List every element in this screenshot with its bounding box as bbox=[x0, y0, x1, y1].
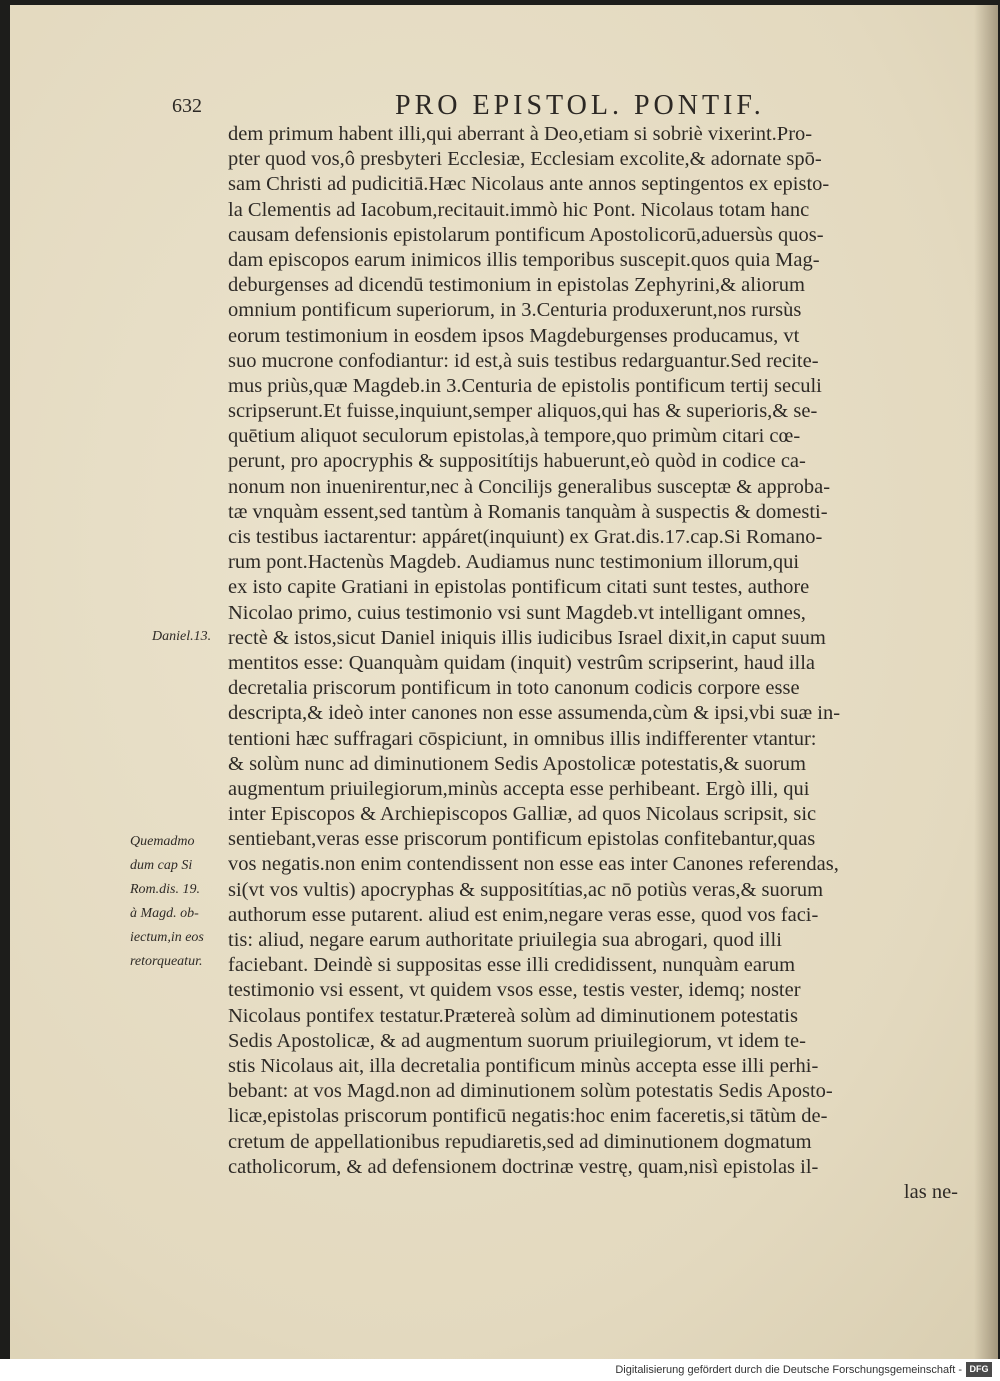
text-line: tæ vnquàm essent,sed tantùm à Romanis tanquàm à suspectis & domesti- bbox=[228, 500, 828, 523]
margin-note-line: Daniel.13. bbox=[152, 629, 212, 644]
dfg-logo: DFG bbox=[966, 1362, 992, 1377]
text-line: sentiebant,veras esse priscorum pontificum epistolas confitebantur,quas bbox=[228, 828, 816, 851]
margin-note-line: iectum,in eos bbox=[130, 930, 204, 945]
text-line: faciebant. Deindè si suppositas esse illi credidissent, nunquàm earum bbox=[228, 954, 796, 977]
text-line: decretalia priscorum pontificum in toto canonum codicis corpore esse bbox=[228, 677, 800, 700]
margin-note-line: dum cap Si bbox=[130, 858, 193, 873]
margin-note-line: Quemadmo bbox=[130, 834, 195, 849]
page-number: 632 bbox=[172, 95, 202, 117]
text-line: scripserunt.Et fuisse,inquiunt,semper aliquos,qui has & superioris,& se- bbox=[228, 400, 818, 423]
text-line: Nicolaus pontifex testatur.Prætereà solùm ad diminutionem potestatis bbox=[228, 1004, 798, 1027]
text-line: sam Christi ad pudicitiā.Hæc Nicolaus ante annos septingentos ex episto- bbox=[228, 173, 830, 196]
text-line: inter Episcopos & Archiepiscopos Galliæ, ad quos Nicolaus scripsit, sic bbox=[228, 803, 817, 826]
text-line: Nicolao primo, cuius testimonio vsi sunt Magdeb.vt intelligant omnes, bbox=[228, 601, 806, 624]
text-line: mentitos esse: Quanquàm quidam (inquit) vestrûm scripserint, haud illa bbox=[228, 651, 815, 674]
text-line: nonum non inuenirentur,nec à Concilijs generalibus susceptæ & approba- bbox=[228, 475, 831, 498]
margin-note-line: Rom.dis. 19. bbox=[130, 882, 200, 897]
text-line: cis testibus iactarentur: appáret(inquiunt) ex Grat.dis.17.cap.Si Romano- bbox=[228, 526, 823, 548]
text-line: catholicorum, & ad defensionem doctrinæ vestrę, quam,nisì epistolas il- bbox=[228, 1155, 819, 1178]
text-line: rectè & istos,sicut Daniel iniquis illis iudicibus Israel dixit,in caput suum bbox=[228, 626, 826, 649]
text-line: pter quod vos,ô presbyteri Ecclesiæ, Ecclesiam excolite,& adornate spō- bbox=[228, 148, 822, 171]
text-line: perunt, pro apocryphis & suppositítijs habuerunt,eò quòd in codice ca- bbox=[228, 450, 806, 473]
text-line: tis: aliud, negare earum authoritate priuilegia sua abrogari, quod illi bbox=[228, 929, 782, 951]
text-line: bebant: at vos Magd.non ad diminutionem solùm potestatis Sedis Aposto- bbox=[228, 1080, 833, 1103]
text-line: testimonio vsi essent, vt quidem vsos esse, testis vester, idemq; noster bbox=[228, 979, 801, 1002]
margin-note-quemadmodum bbox=[130, 830, 204, 974]
text-line: dem primum habent illi,qui aberrant à Deo,etiam si sobriè vixerint.Pro- bbox=[228, 123, 813, 145]
text-line: authorum esse putarent. aliud est enim,negare veras esse, quod vos faci- bbox=[228, 903, 819, 926]
text-line: deburgenses ad dicendū testimonium in epistolas Zephyrini,& aliorum bbox=[228, 274, 805, 297]
text-line: vos negatis.non enim contendissent non esse eas inter Canones referendas, bbox=[228, 853, 839, 876]
text-line: augmentum priuilegiorum,minùs accepta esse perhibeant. Ergò illi, qui bbox=[228, 777, 810, 800]
text-line: & solùm nunc ad diminutionem Sedis Apostolicæ potestatis,& suorum bbox=[228, 752, 806, 775]
text-line: causam defensionis epistolarum pontificum Apostolicorū,aduersùs quos- bbox=[228, 223, 824, 246]
running-head: PRO EPISTOL. PONTIF. bbox=[395, 90, 765, 121]
text-line: cretum de appellationibus repudiaretis,sed ad diminutionem dogmatum bbox=[228, 1130, 812, 1153]
text-line: omnium pontificum superiorum, in 3.Centuria produxerunt,nos rursùs bbox=[228, 299, 802, 322]
page-edge-shadow bbox=[974, 5, 998, 1359]
text-line: rum pont.Hactenùs Magdeb. Audiamus nunc testimonium illorum,qui bbox=[228, 551, 800, 574]
text-line: la Clementis ad Iacobum,recitauit.immò hic Pont. Nicolaus totam hanc bbox=[228, 198, 810, 221]
margin-note-line: à Magd. ob- bbox=[130, 906, 199, 921]
text-line: licæ,epistolas priscorum pontificū negatis:hoc enim faceretis,si tātùm de- bbox=[228, 1105, 828, 1128]
text-line: stis Nicolaus ait, illa decretalia pontificum minùs accepta esse illi perhi- bbox=[228, 1054, 819, 1077]
text-line: Sedis Apostolicæ, & ad augmentum suorum priuilegiorum, vt idem te- bbox=[228, 1029, 806, 1052]
margin-note-daniel bbox=[152, 625, 211, 649]
text-line: quētium aliquot seculorum epistolas,à tempore,quo primùm citari cœ- bbox=[228, 425, 801, 448]
text-line: tentioni hæc suffragari cōspiciunt, in omnibus illis indifferenter vtantur: bbox=[228, 727, 817, 750]
text-line: suo mucrone confodiantur: id est,à suis testibus redarguantur.Sed recite- bbox=[228, 349, 819, 372]
text-line: mus priùs,quæ Magdeb.in 3.Centuria de epistolis pontificum tertij seculi bbox=[228, 374, 822, 397]
body-text bbox=[228, 122, 958, 1205]
text-line: descripta,& ideò inter canones non esse assumenda,cùm & ipsi,vbi suæ in- bbox=[228, 702, 841, 725]
text-line: eorum testimonium in eosdem ipsos Magdeburgenses producamus, vt bbox=[228, 324, 800, 347]
text-line: ex isto capite Gratiani in epistolas pontificum citati sunt testes, authore bbox=[228, 576, 810, 599]
funding-credit: Digitalisierung gefördert durch die Deutsche Forschungsgemeinschaft - bbox=[615, 1364, 962, 1376]
margin-note-line: retorqueatur. bbox=[130, 954, 203, 969]
catchword-line: las ne- bbox=[903, 1180, 958, 1203]
text-line: dam episcopos earum inimicos illis temporibus suscepit.quos quia Mag- bbox=[228, 248, 820, 271]
text-line: si(vt vos vultis) apocryphas & suppositítias,ac nō potiùs veras,& suorum bbox=[228, 878, 824, 901]
